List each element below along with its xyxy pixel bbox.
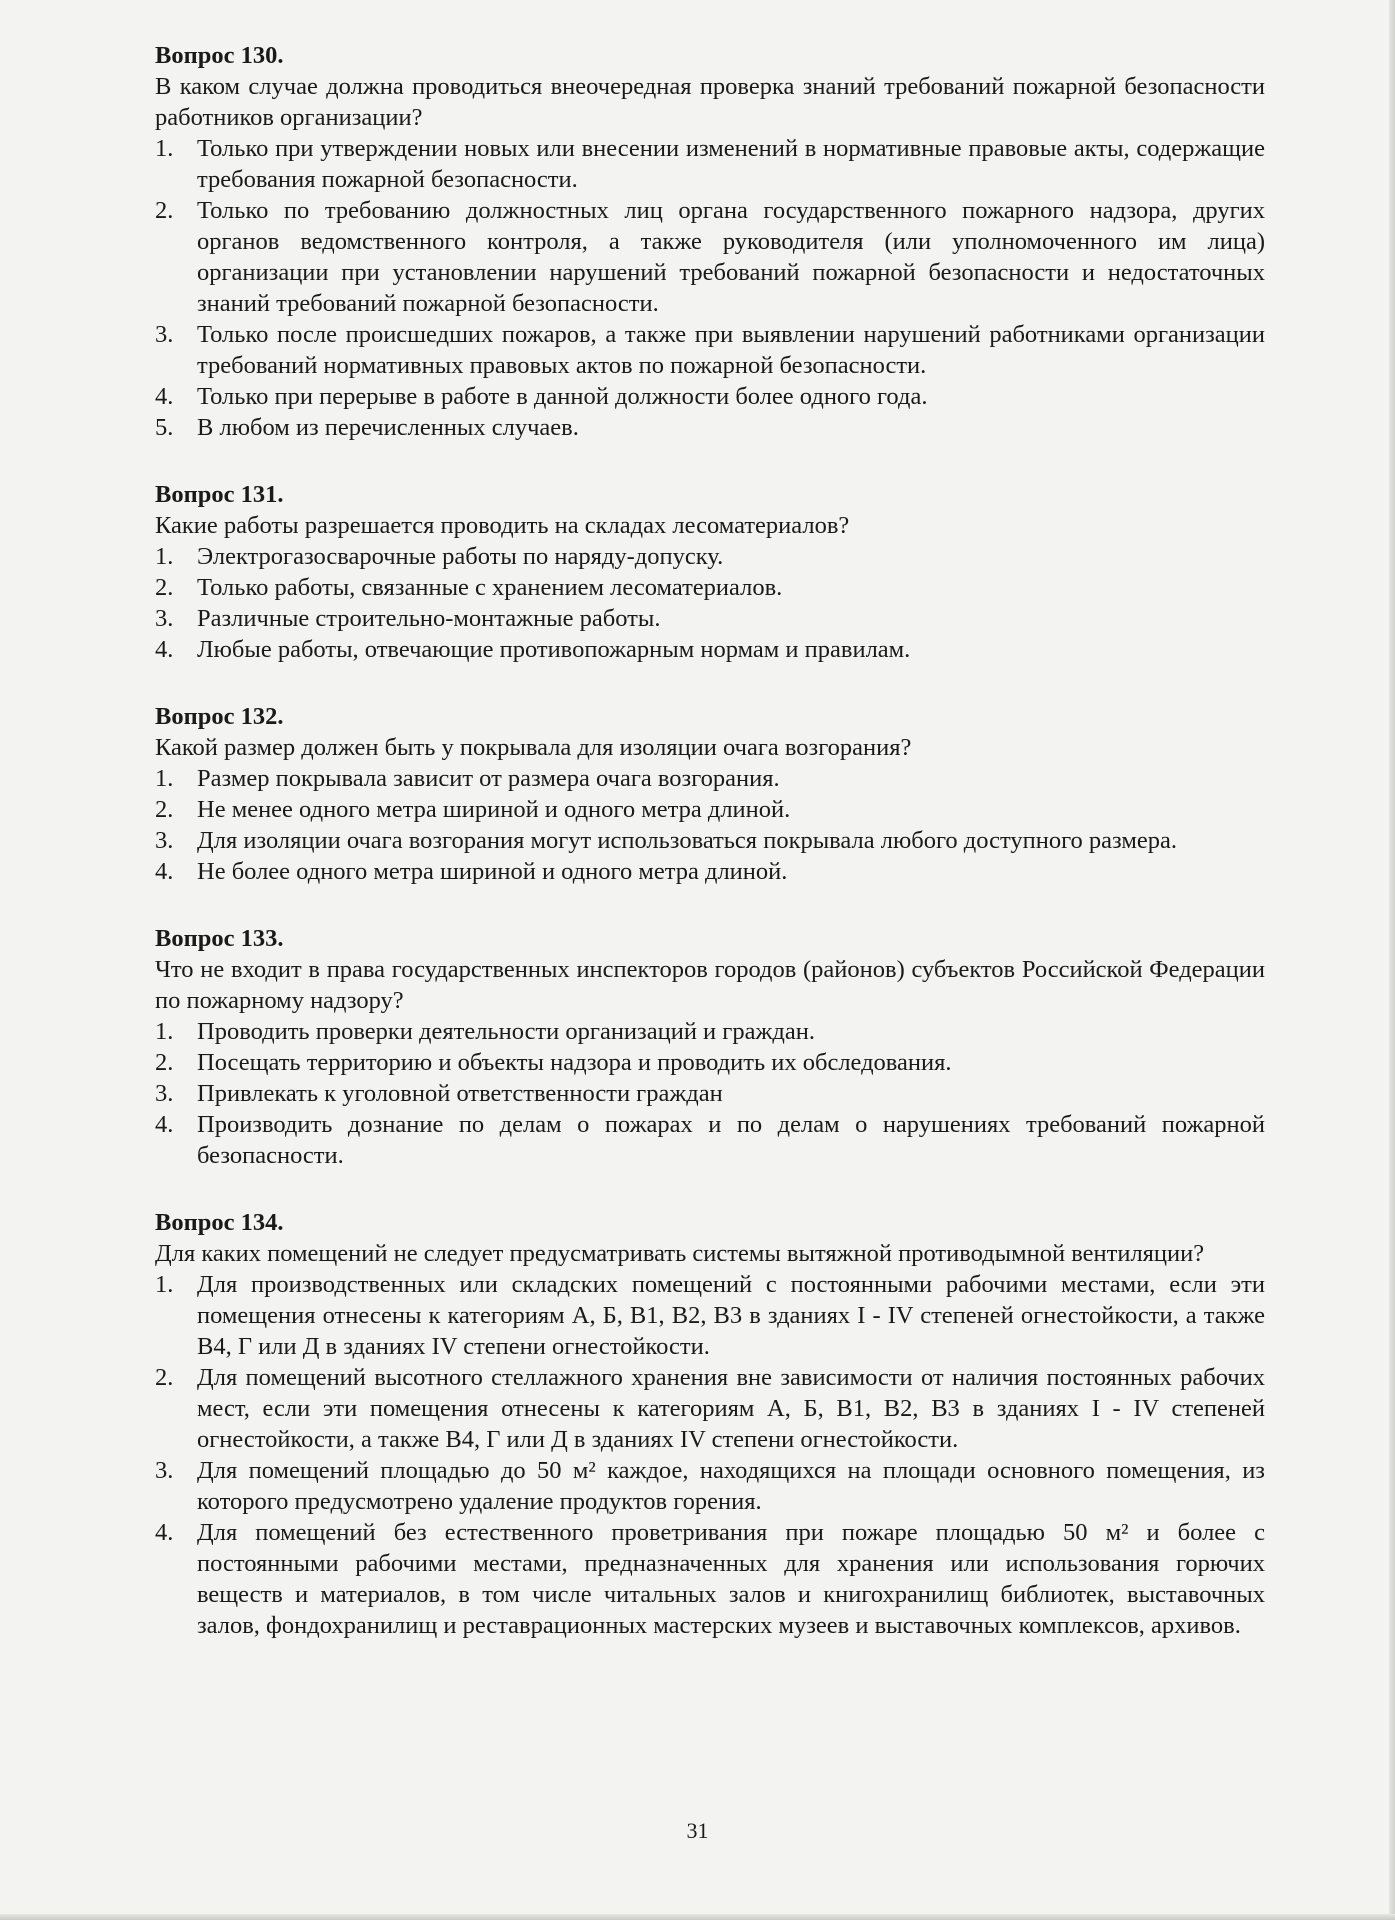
- answer-text: Для изоляции очага возгорания могут использоваться покрывала любого доступного размера.: [197, 827, 1177, 854]
- answer-text: Только при перерыве в работе в данной должности более одного года.: [197, 383, 928, 410]
- question-text: Для каких помещений не следует предусматривать системы вытяжной противодымной вентиляции?: [155, 1240, 1205, 1267]
- answer-list: [155, 763, 1265, 887]
- answer-item: [155, 603, 1265, 634]
- answer-text: Посещать территорию и объекты надзора и проводить их обследования.: [197, 1049, 952, 1076]
- answer-number: 2.: [155, 574, 174, 601]
- answer-text: Производить дознание по делам о пожарах и по делам о нарушениях требований пожарной безопасности.: [197, 1111, 1265, 1169]
- answer-number: 2.: [155, 197, 174, 224]
- answer-text: Для помещений площадью до 50 м² каждое, находящихся на площади основного помещения, из которого предусмотрено удаление продуктов горения.: [197, 1457, 1265, 1515]
- answer-list: [155, 1269, 1265, 1641]
- answer-number: 1.: [155, 765, 174, 792]
- answer-number: 3.: [155, 1080, 174, 1107]
- question-text: В каком случае должна проводиться внеочередная проверка знаний требований пожарной безопасности работников организации?: [155, 73, 1265, 131]
- answer-number: 2.: [155, 796, 174, 823]
- question-title: Вопрос 134.: [155, 1209, 284, 1236]
- page-edge-shadow: [1389, 0, 1395, 1920]
- answer-item: [155, 1016, 1265, 1047]
- answer-text: Любые работы, отвечающие противопожарным нормам и правилам.: [197, 636, 911, 663]
- question-title: Вопрос 132.: [155, 703, 284, 730]
- question-block: [155, 701, 1265, 887]
- answer-item: [155, 381, 1265, 412]
- question-block: [155, 1207, 1265, 1641]
- answer-text: Не более одного метра шириной и одного метра длиной.: [197, 858, 788, 885]
- question-block: [155, 40, 1265, 443]
- answer-number: 4.: [155, 383, 174, 410]
- answer-item: [155, 825, 1265, 856]
- answer-number: 1.: [155, 1018, 174, 1045]
- question-title: Вопрос 133.: [155, 925, 284, 952]
- answer-text: Только работы, связанные с хранением лесоматериалов.: [197, 574, 783, 601]
- answer-item: [155, 541, 1265, 572]
- answer-item: [155, 856, 1265, 887]
- answer-number: 2.: [155, 1049, 174, 1076]
- question-block: [155, 479, 1265, 665]
- answer-number: 4.: [155, 636, 174, 663]
- answer-number: 4.: [155, 1519, 174, 1546]
- answer-text: В любом из перечисленных случаев.: [197, 414, 579, 441]
- answer-number: 3.: [155, 605, 174, 632]
- answer-item: [155, 1109, 1265, 1171]
- answer-text: Для производственных или складских помещений с постоянными рабочими местами, если эти помещения отнесены к категориям А, Б, В1, В2, В3 в зданиях I - IV степеней огнестойкости, а также В4, Г или Д в зданиях IV степени огнестойкости.: [197, 1271, 1265, 1360]
- answer-text: Размер покрывала зависит от размера очага возгорания.: [197, 765, 780, 792]
- answer-text: Только после происшедших пожаров, а также при выявлении нарушений работниками организации требований нормативных правовых актов по пожарной безопасности.: [197, 321, 1265, 379]
- answer-item: [155, 572, 1265, 603]
- question-text: Какой размер должен быть у покрывала для изоляции очага возгорания?: [155, 734, 912, 761]
- answer-item: [155, 1269, 1265, 1362]
- answer-text: Электрогазосварочные работы по наряду-допуску.: [197, 543, 724, 570]
- answer-item: [155, 1517, 1265, 1641]
- question-text: Какие работы разрешается проводить на складах лесоматериалов?: [155, 512, 850, 539]
- answer-number: 3.: [155, 1457, 174, 1484]
- answer-number: 1.: [155, 1271, 174, 1298]
- question-title: Вопрос 130.: [155, 42, 284, 69]
- answer-number: 4.: [155, 1111, 174, 1138]
- answer-text: Проводить проверки деятельности организаций и граждан.: [197, 1018, 815, 1045]
- question-block: [155, 923, 1265, 1171]
- answer-item: [155, 133, 1265, 195]
- answer-list: [155, 133, 1265, 443]
- answer-list: [155, 1016, 1265, 1171]
- answer-item: [155, 412, 1265, 443]
- answer-text: Различные строительно-монтажные работы.: [197, 605, 661, 632]
- answer-list: [155, 541, 1265, 665]
- answer-item: [155, 319, 1265, 381]
- answer-item: [155, 634, 1265, 665]
- answer-item: [155, 763, 1265, 794]
- question-text: Что не входит в права государственных инспекторов городов (районов) субъектов Российской Федерации по пожарному надзору?: [155, 956, 1265, 1014]
- answer-text: Не менее одного метра шириной и одного метра длиной.: [197, 796, 791, 823]
- answer-item: [155, 1047, 1265, 1078]
- answer-number: 1.: [155, 543, 174, 570]
- answer-item: [155, 794, 1265, 825]
- answer-item: [155, 195, 1265, 319]
- answer-text: Только при утверждении новых или внесении изменений в нормативные правовые акты, содержащие требования пожарной безопасности.: [197, 135, 1265, 193]
- answer-number: 4.: [155, 858, 174, 885]
- answer-item: [155, 1078, 1265, 1109]
- answer-text: Для помещений высотного стеллажного хранения вне зависимости от наличия постоянных рабочих мест, если эти помещения отнесены к категориям А, Б, В1, В2, В3 в зданиях I - IV степеней огнестойкости, а также В4, Г или Д в зданиях IV степени огнестойкости.: [197, 1364, 1265, 1453]
- answer-number: 1.: [155, 135, 174, 162]
- question-title: Вопрос 131.: [155, 481, 284, 508]
- answer-item: [155, 1455, 1265, 1517]
- answer-text: Привлекать к уголовной ответственности граждан: [197, 1080, 723, 1107]
- answer-text: Только по требованию должностных лиц органа государственного пожарного надзора, других органов ведомственного контроля, а также руководителя (или уполномоченного им лица) организации при установлении нарушений требований пожарной безопасности и недостаточных знаний требований пожарной безопасности.: [197, 197, 1265, 317]
- answer-text: Для помещений без естественного проветривания при пожаре площадью 50 м² и более с постоянными рабочими местами, предназначенных для хранения или использования горючих веществ и материалов, в том числе читальных залов и книгохранилищ библиотек, выставочных залов, фондохранилищ и реставрационных мастерских музеев и выставочных комплексов, архивов.: [197, 1519, 1265, 1639]
- page-content: [155, 40, 1265, 1677]
- answer-number: 2.: [155, 1364, 174, 1391]
- page-edge-shadow-bottom: [0, 1914, 1395, 1920]
- answer-number: 3.: [155, 321, 174, 348]
- answer-number: 3.: [155, 827, 174, 854]
- answer-item: [155, 1362, 1265, 1455]
- page-number: 31: [686, 1818, 709, 1843]
- answer-number: 5.: [155, 414, 174, 441]
